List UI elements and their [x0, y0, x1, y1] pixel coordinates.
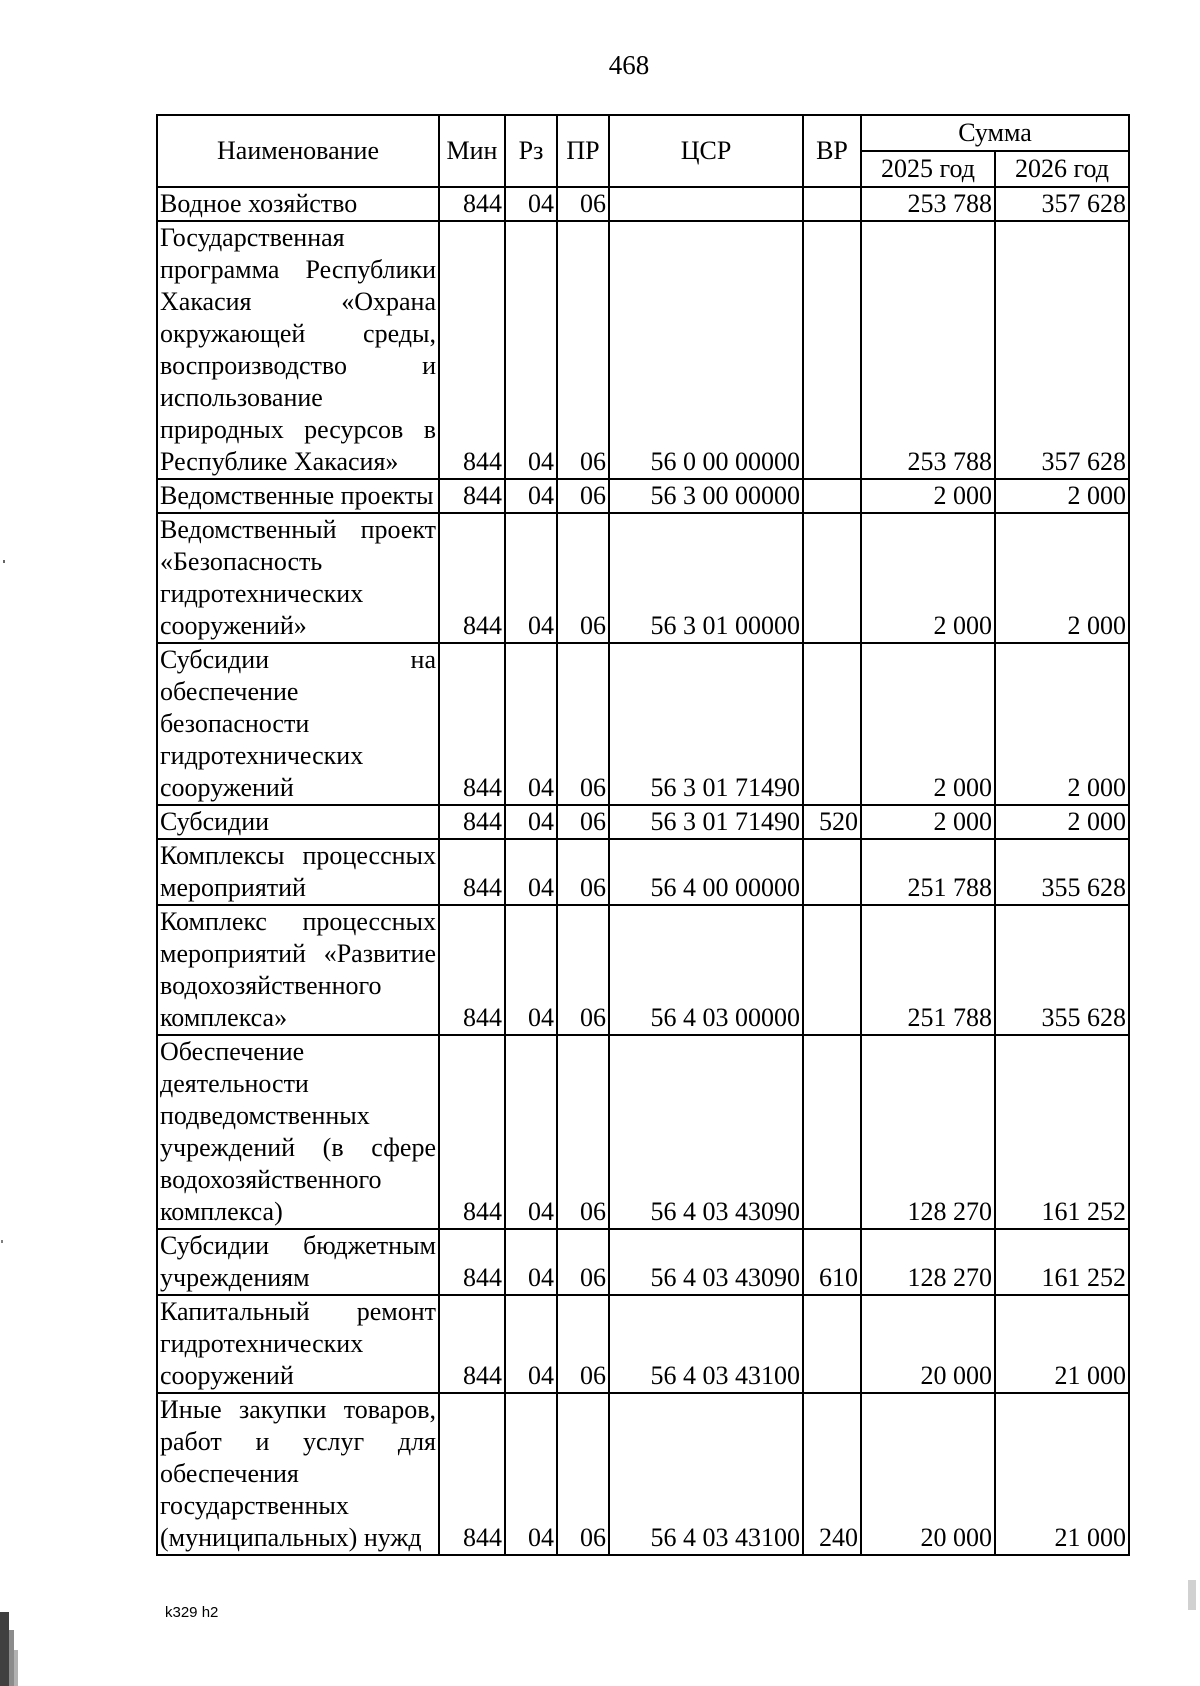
cell-sum-2025: 2 000: [861, 513, 995, 643]
cell-vr: [803, 479, 861, 513]
cell-vr: 610: [803, 1229, 861, 1295]
cell-rz: 04: [505, 1229, 557, 1295]
cell-pr: 06: [557, 839, 609, 905]
cell-csr: 56 3 01 71490: [609, 643, 803, 805]
cell-rz: 04: [505, 1393, 557, 1555]
cell-rz: 04: [505, 839, 557, 905]
cell-rz: 04: [505, 643, 557, 805]
header-rz: Рз: [505, 115, 557, 187]
cell-rz: 04: [505, 221, 557, 479]
cell-min: 844: [439, 479, 505, 513]
cell-name: Комплекс процессных мероприятий «Развитие водохозяйственного комплекса»: [157, 905, 439, 1035]
cell-rz: 04: [505, 187, 557, 221]
cell-sum-2025: 20 000: [861, 1295, 995, 1393]
cell-sum-2025: 251 788: [861, 905, 995, 1035]
cell-sum-2025: 2 000: [861, 805, 995, 839]
cell-vr: [803, 839, 861, 905]
cell-min: 844: [439, 187, 505, 221]
cell-min: 844: [439, 643, 505, 805]
header-sum: Сумма: [861, 115, 1129, 151]
cell-sum-2025: 2 000: [861, 643, 995, 805]
cell-csr: [609, 187, 803, 221]
cell-pr: 06: [557, 513, 609, 643]
cell-name: Субсидии на обеспечение безопасности гидротехнических сооружений: [157, 643, 439, 805]
cell-vr: [803, 1295, 861, 1393]
cell-csr: 56 4 03 43090: [609, 1035, 803, 1229]
header-csr: ЦСР: [609, 115, 803, 187]
cell-min: 844: [439, 1295, 505, 1393]
cell-sum-2025: 253 788: [861, 221, 995, 479]
cell-rz: 04: [505, 1035, 557, 1229]
header-pr: ПР: [557, 115, 609, 187]
cell-vr: [803, 187, 861, 221]
cell-vr: [803, 905, 861, 1035]
cell-csr: 56 0 00 00000: [609, 221, 803, 479]
table-row: [157, 187, 1129, 221]
table-body: [157, 187, 1129, 1555]
header-year-2025: 2025 год: [861, 151, 995, 187]
table-row: [157, 513, 1129, 643]
cell-pr: 06: [557, 805, 609, 839]
cell-vr: [803, 513, 861, 643]
cell-sum-2026: 21 000: [995, 1393, 1129, 1555]
cell-sum-2026: 2 000: [995, 479, 1129, 513]
cell-vr: [803, 1035, 861, 1229]
cell-vr: [803, 221, 861, 479]
cell-sum-2026: 2 000: [995, 513, 1129, 643]
cell-pr: 06: [557, 1229, 609, 1295]
cell-pr: 06: [557, 1393, 609, 1555]
cell-name: Субсидии: [157, 805, 439, 839]
cell-pr: 06: [557, 905, 609, 1035]
cell-csr: 56 3 00 00000: [609, 479, 803, 513]
table-row: [157, 905, 1129, 1035]
cell-pr: 06: [557, 1295, 609, 1393]
cell-csr: 56 4 03 43100: [609, 1393, 803, 1555]
cell-min: 844: [439, 905, 505, 1035]
cell-sum-2025: 128 270: [861, 1035, 995, 1229]
cell-pr: 06: [557, 479, 609, 513]
cell-sum-2026: 21 000: [995, 1295, 1129, 1393]
cell-sum-2026: 161 252: [995, 1035, 1129, 1229]
table-row: [157, 1393, 1129, 1555]
cell-sum-2026: 357 628: [995, 187, 1129, 221]
cell-pr: 06: [557, 187, 609, 221]
cell-name: Водное хозяйство: [157, 187, 439, 221]
cell-csr: 56 4 03 00000: [609, 905, 803, 1035]
header-year-2026: 2026 год: [995, 151, 1129, 187]
header-min: Мин: [439, 115, 505, 187]
table-header: [157, 115, 1129, 187]
cell-vr: [803, 643, 861, 805]
cell-rz: 04: [505, 479, 557, 513]
cell-name: Комплексы процессных мероприятий: [157, 839, 439, 905]
cell-sum-2025: 20 000: [861, 1393, 995, 1555]
cell-csr: 56 4 03 43100: [609, 1295, 803, 1393]
table-row: [157, 643, 1129, 805]
cell-rz: 04: [505, 1295, 557, 1393]
cell-name: Государственная программа Республики Хакасия «Охрана окружающей среды, воспроизводство и использование природных ресурсов в Республике Хакасия»: [157, 221, 439, 479]
cell-csr: 56 4 00 00000: [609, 839, 803, 905]
cell-sum-2026: 355 628: [995, 839, 1129, 905]
table-row: [157, 839, 1129, 905]
cell-csr: 56 3 01 71490: [609, 805, 803, 839]
cell-vr: 520: [803, 805, 861, 839]
cell-min: 844: [439, 513, 505, 643]
budget-table: [156, 114, 1130, 1556]
table-row: [157, 1295, 1129, 1393]
cell-name: Обеспечение деятельности подведомственных учреждений (в сфере водохозяйственного комплекса): [157, 1035, 439, 1229]
cell-sum-2025: 253 788: [861, 187, 995, 221]
cell-sum-2026: 357 628: [995, 221, 1129, 479]
cell-sum-2026: 2 000: [995, 805, 1129, 839]
table-row: [157, 805, 1129, 839]
cell-rz: 04: [505, 905, 557, 1035]
cell-vr: 240: [803, 1393, 861, 1555]
cell-min: 844: [439, 805, 505, 839]
cell-name: Ведомственный проект «Безопасность гидротехнических сооружений»: [157, 513, 439, 643]
header-name: Наименование: [157, 115, 439, 187]
cell-csr: 56 4 03 43090: [609, 1229, 803, 1295]
cell-min: 844: [439, 1393, 505, 1555]
cell-min: 844: [439, 221, 505, 479]
cell-sum-2025: 2 000: [861, 479, 995, 513]
cell-min: 844: [439, 1035, 505, 1229]
cell-sum-2025: 128 270: [861, 1229, 995, 1295]
cell-rz: 04: [505, 805, 557, 839]
table-row: [157, 221, 1129, 479]
cell-min: 844: [439, 839, 505, 905]
cell-name: Субсидии бюджетным учреждениям: [157, 1229, 439, 1295]
table-row: [157, 1229, 1129, 1295]
cell-sum-2025: 251 788: [861, 839, 995, 905]
cell-name: Ведомственные проекты: [157, 479, 439, 513]
cell-pr: 06: [557, 221, 609, 479]
table-row: [157, 479, 1129, 513]
page-number: 468: [608, 50, 650, 80]
table-row: [157, 1035, 1129, 1229]
cell-name: Иные закупки товаров, работ и услуг для обеспечения государственных (муниципальных) нужд: [157, 1393, 439, 1555]
cell-rz: 04: [505, 513, 557, 643]
footer-code: k329 h2: [165, 1604, 219, 1621]
cell-pr: 06: [557, 643, 609, 805]
cell-csr: 56 3 01 00000: [609, 513, 803, 643]
cell-name: Капитальный ремонт гидротехнических сооружений: [157, 1295, 439, 1393]
cell-sum-2026: 2 000: [995, 643, 1129, 805]
cell-pr: 06: [557, 1035, 609, 1229]
cell-sum-2026: 355 628: [995, 905, 1129, 1035]
cell-min: 844: [439, 1229, 505, 1295]
cell-sum-2026: 161 252: [995, 1229, 1129, 1295]
header-vr: ВР: [803, 115, 861, 187]
